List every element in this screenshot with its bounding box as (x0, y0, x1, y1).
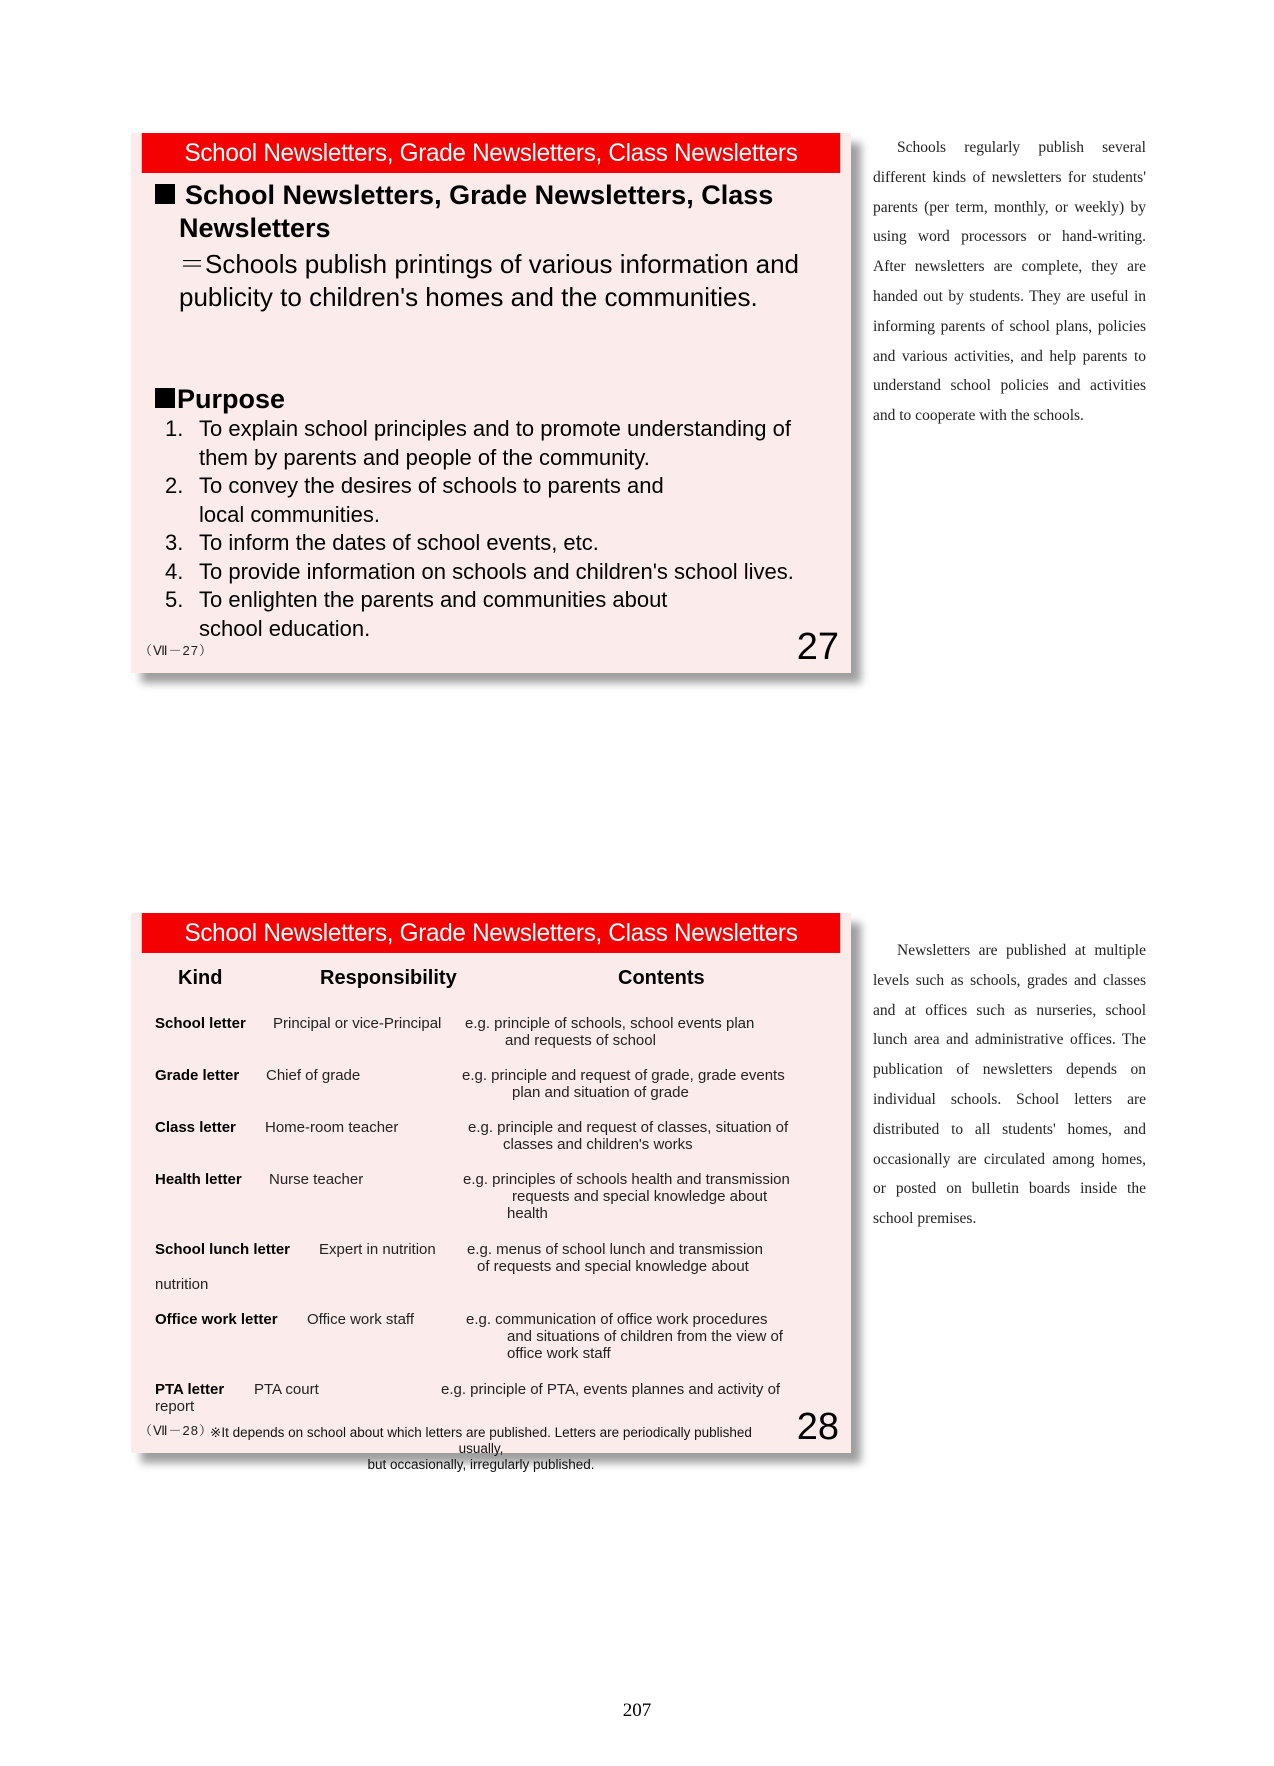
footnote: ※It depends on school about which letters are published. Letters are periodically published usually, but occasionally, irregularly published. (210, 1425, 752, 1472)
slide-28: School Newsletters, Grade Newsletters, Class Newsletters Kind Responsibility Contents School letter Principal or vice-Principal e.g. principle of schools, school events plan and requests of school Grade letter Chief of grade e.g. principle and request of grade, grade events plan and situation of grade Class letter Home-room teacher e.g. principle and request of classes, situation of classes and children's works Health letter Nurse teacher e.g. principles of schools health and transmission requests and special knowledge about health School lunch letter Expert in nutrition e.g. menus of school lunch and transmission of requests and special knowledge about nutrition Office work letter Office work staff e.g. communication of office work procedures and situations of children from the view of office work staff PTA letter PTA court e.g. principle of PTA, events plannes and activity of report ※It depends on school about which letters are published. Letters are periodically published usually, but occasionally, irregularly published. （Ⅶ－28） 28 (131, 913, 851, 1453)
slide-number: 28 (796, 1406, 839, 1448)
slide-code: （Ⅶ－28） (139, 1423, 214, 1438)
list-item: 1. To explain school principles and to promote understanding of them by parents and people of the community. (165, 416, 791, 470)
column-header-responsibility: Responsibility (320, 967, 457, 989)
list-item: 2. To convey the desires of schools to parents and local communities. (165, 473, 664, 527)
slide-header: School Newsletters, Grade Newsletters, Class Newsletters (142, 913, 840, 953)
list-item: 5. To enlighten the parents and communities about school education. (165, 587, 668, 641)
side-commentary-1 (873, 133, 1146, 431)
square-bullet-icon (155, 388, 175, 408)
slide-header: School Newsletters, Grade Newsletters, Class Newsletters (142, 133, 840, 173)
section-title: School Newsletters, Grade Newsletters, Class (155, 179, 773, 212)
slide-number: 27 (796, 626, 839, 668)
square-bullet-icon (155, 184, 175, 204)
section-title-continued: Newsletters (179, 213, 331, 243)
purpose-title: Purpose (155, 383, 285, 416)
purpose-list (165, 415, 835, 643)
list-item: 4. To provide information on schools and children's school lives. (165, 558, 794, 584)
slide-27 (131, 133, 851, 673)
slide-code: （Ⅶ－27） (139, 643, 214, 658)
side-commentary-2 (873, 936, 1146, 1234)
column-header-contents: Contents (618, 967, 705, 989)
side-paragraph: Newsletters are published at multiple levels such as schools, grades and classes and at offices such as nurseries, school lunch area and administrative offices. The publication of newsletters depends on individual schools. School letters are distributed to all students' homes, and occasionally are circulated among homes, or posted on bulletin boards inside the school premises. (873, 942, 1146, 1228)
page-number: 207 (622, 1700, 652, 1721)
definition-text: ＝Schools publish printings of various information and publicity to children's homes and the communities. (179, 249, 800, 312)
column-header-kind: Kind (178, 967, 223, 989)
side-paragraph: Schools regularly publish several different kinds of newsletters for students' parents (per term, monthly, or weekly) by using word processors or hand-writing. After newsletters are complete, they are handed out by students. They are useful in informing parents of school plans, policies and various activities, and help parents to understand school policies and activities and to cooperate with the schools. (873, 139, 1146, 425)
list-item: 3. To inform the dates of school events, etc. (165, 530, 599, 555)
